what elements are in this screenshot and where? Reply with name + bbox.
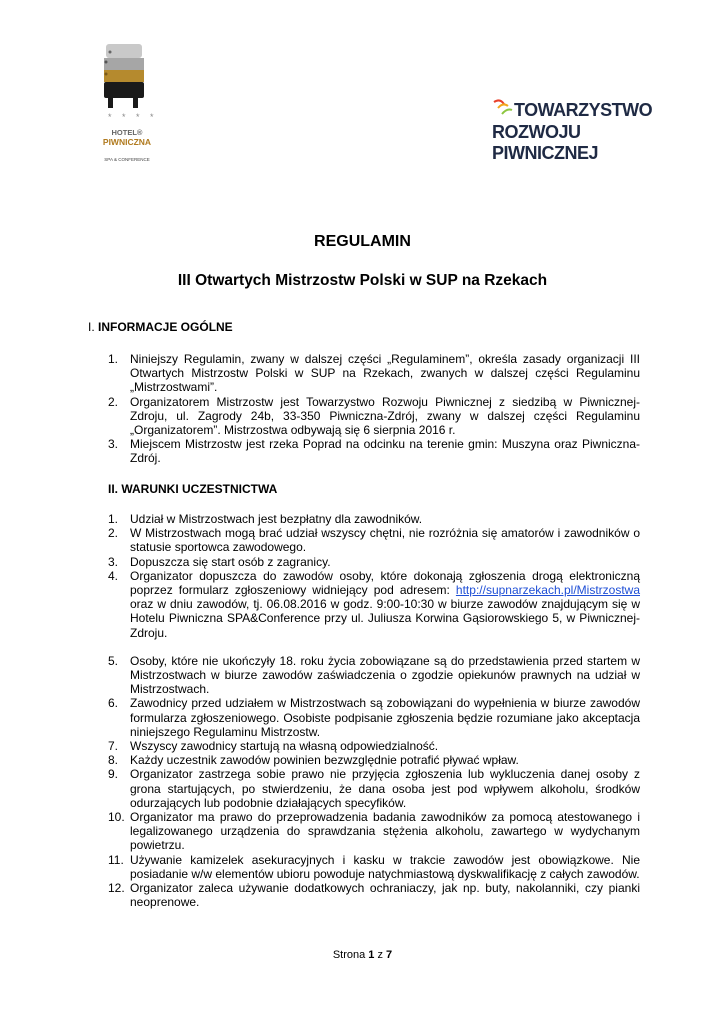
hotel-name-line2: PIWNICZNA xyxy=(102,137,152,147)
footer-total-pages: 7 xyxy=(386,949,393,961)
list-item: 3. Dopuszcza się start osób z zagranicy. xyxy=(108,554,331,569)
list-item-text: W Mistrzostwach mogą brać udział wszyscy chętni, nie rozróżnia się amatorów i zawodników o statusie sportowca zawodowego. xyxy=(130,526,640,555)
trp-emblem-icon xyxy=(492,96,514,118)
list-item: 7. Wszyscy zawodnicy startują na własną odpowiedzialność. xyxy=(108,739,439,754)
list-item: 2. W Mistrzostwach mogą brać udział wszyscy chętni, nie rozróżnia się amatorów i zawodników o statusie sportowca zawodowego. xyxy=(108,526,640,555)
list-item-text: Każdy uczestnik zawodów powinien bezwzględnie potrafić pływać wpław. xyxy=(130,753,519,768)
list-item-text: Udział w Mistrzostwach jest bezpłatny dla zawodników. xyxy=(130,512,423,526)
list-item: 12. Organizator zaleca używanie dodatkowych ochraniaczy, jak np. buty, nakolanniki, czy pianki neoprenowe. xyxy=(108,881,640,910)
list-spacer xyxy=(108,640,640,654)
list-item: 5. Osoby, które nie ukończyły 18. roku życia zobowiązane są do przedstawienia przed startem w Mistrzostwach w biurze zawodów zaświadczenia o zgodzie opiekunów prawnych na udział w Mistrzostwach. xyxy=(108,653,640,697)
section-2-title: II. WARUNKI UCZESTNICTWA xyxy=(108,482,278,496)
list-item-text: Organizator zaleca używanie dodatkowych ochraniaczy, jak np. buty, nakolanniki, czy pianki neoprenowe. xyxy=(130,881,640,910)
list-item-text: oraz w dniu zawodów, tj. 06.08.2016 w godz. 9:00-10:30 w biurze zawodów znajdującym się w Hotelu Piwniczna SPA&Conference przy ul. Juliusza Korwina Gąsiorowskiego 5, w Piwnicznej-Zdroju. xyxy=(130,597,640,640)
list-item-text: Organizatorem Mistrzostw jest Towarzystwo Rozwoju Piwnicznej z siedzibą w Piwnicznej-Zdroju, ul. Zagrody 24b, 33-350 Piwniczna-Zdrój, zwany w dalszej części Regulaminu „Organizatorem”. Mistrzostwa odbywają się 6 sierpnia 2016 r. xyxy=(130,394,640,438)
list-item-text: Organizator ma prawo do przeprowadzenia badania zawodników za pomocą atestowanego i legalizowanego urządzenia do sprawdzania stężenia alkoholu, zawartego w wydychanym powietrzu. xyxy=(130,810,640,853)
hotel-name-line1: HOTEL® xyxy=(111,128,143,137)
list-item: 6. Zawodnicy przed udziałem w Mistrzostwach są zobowiązani do wypełnienia w biurze zawodów formularza zgłoszeniowego. Osobiste podpisanie zgłoszenia będzie rozumiane jako akceptacja niniejszego Regulaminu Mistrzostw. xyxy=(108,696,640,739)
hotel-piwniczna-logo xyxy=(92,40,162,170)
footer-label: Strona xyxy=(332,949,366,961)
list-item: 9. Organizator zastrzega sobie prawo nie przyjęcia zgłoszenia lub wykluczenia danej osoby z grona startujących, po stwierdzeniu, że dana osoba jest pod wpływem alkoholu, środków odurzających lub podobnie działających specyfików. xyxy=(108,767,640,810)
list-item-text: Miejscem Mistrzostw jest rzeka Poprad na odcinku na terenie gmin: Muszyna oraz Piwniczna-Zdrój. xyxy=(130,437,640,466)
list-item-text: Dopuszcza się start osób z zagranicy. xyxy=(130,554,331,569)
list-item: 2. Organizatorem Mistrzostw jest Towarzystwo Rozwoju Piwnicznej z siedzibą w Piwnicznej-Zdroju, ul. Zagrody 24b, 33-350 Piwniczna-Zdrój, zwany w dalszej części Regulaminu „Organizatorem”. Mistrzostwa odbywają się 6 sierpnia 2016 r. xyxy=(108,394,640,438)
trp-logo-line2: ROZWOJU PIWNICZNEJ xyxy=(492,122,599,163)
footer-page-number: 1 xyxy=(368,949,375,961)
hotel-name-line3: SPA & CONFERENCE xyxy=(104,157,150,162)
document-title: REGULAMIN xyxy=(314,233,411,250)
trp-logo-line1: TOWARZYSTWO xyxy=(514,100,653,120)
list-item-text: Osoby, które nie ukończyły 18. roku życia zobowiązane są do przedstawienia przed startem w Mistrzostwach w biurze zawodów zaświadczenia o zgodzie opiekunów prawnych na udział w Mistrzostwach. xyxy=(130,653,640,697)
list-item: 4. Organizator dopuszcza do zawodów osoby, które dokonają zgłoszenia drogą elektroniczną poprzez formularz zgłoszeniowy widniejący pod adresem: http://supnarzekach.pl/Mistrzostwa oraz w dniu zawodów, tj. 06.08.2016 w godz. 9:00-10:30 w biurze zawodów znajdującym się w Hotelu Piwniczna SPA&Conference przy ul. Juliusza Korwina Gąsiorowskiego 5, w Piwnicznej-Zdroju. xyxy=(108,568,640,640)
list-item-text: Niniejszy Regulamin, zwany w dalszej części „Regulaminem”, określa zasady organizacji III Otwartych Mistrzostw Polski w SUP na Rzekach, zwanych w dalszej części Regulaminu „Mistrzostwami”. xyxy=(130,352,640,395)
list-item-text: Organizator zastrzega sobie prawo nie przyjęcia zgłoszenia lub wykluczenia danej osoby z grona startujących, po stwierdzeniu, że dana osoba jest pod wpływem alkoholu, środków odurzających lub podobnie działających specyfików. xyxy=(130,767,640,810)
list-item-text: Używanie kamizelek asekuracyjnych i kasku w trakcie zawodów jest obowiązkowe. Nie posiadanie w/w elementów ubioru powoduje natychmiastową dyskwalifikację z całych zawodów. xyxy=(130,852,640,881)
list-item: 3. Miejscem Mistrzostw jest rzeka Poprad na odcinku na terenie gmin: Muszyna oraz Piwniczna-Zdrój. xyxy=(108,437,640,466)
hotel-sheep-emblem xyxy=(92,40,162,112)
list-item-text: Zawodnicy przed udziałem w Mistrzostwach są zobowiązani do wypełnienia w biurze zawodów formularza zgłoszeniowego. Osobiste podpisanie zgłoszenia będzie rozumiane jako akceptacja niniejszego Regulaminu Mistrzostw. xyxy=(130,696,640,739)
list-item: 10. Organizator ma prawo do przeprowadzenia badania zawodników za pomocą atestowanego i legalizowanego urządzenia do sprawdzania stężenia alkoholu, zawartego w wydychanym powietrzu. xyxy=(108,810,640,853)
list-item: 8. Każdy uczestnik zawodów powinien bezwzględnie potrafić pływać wpław. xyxy=(108,753,519,768)
section-1-prefix: I. xyxy=(88,320,99,334)
list-item-text: Wszyscy zawodnicy startują na własną odpowiedzialność. xyxy=(130,739,439,754)
hotel-stars: * * * * xyxy=(108,112,158,122)
footer-of: z xyxy=(377,949,383,961)
section-1-heading xyxy=(88,320,233,334)
page-footer xyxy=(0,949,725,961)
section-1-list xyxy=(108,352,640,466)
section-2-heading xyxy=(108,482,277,496)
list-item-text: Organizator dopuszcza do zawodów osoby, które dokonają zgłoszenia drogą elektroniczną poprzez formularz zgłoszeniowy widniejący pod adresem: xyxy=(130,568,640,598)
trp-logo xyxy=(488,100,653,163)
section-2-list xyxy=(108,512,640,909)
list-item: 1. Niniejszy Regulamin, zwany w dalszej części „Regulaminem”, określa zasady organizacji III Otwartych Mistrzostw Polski w SUP na Rzekach, zwanych w dalszej części Regulaminu „Mistrzostwami”. xyxy=(108,352,640,395)
document-subtitle: III Otwartych Mistrzostw Polski w SUP na Rzekach xyxy=(177,272,548,289)
registration-link[interactable]: http://supnarzekach.pl/Mistrzostwa xyxy=(455,583,640,598)
list-item: 1. Udział w Mistrzostwach jest bezpłatny dla zawodników. xyxy=(108,512,423,526)
list-item: 11. Używanie kamizelek asekuracyjnych i kasku w trakcie zawodów jest obowiązkowe. Nie posiadanie w/w elementów ubioru powoduje natychmiastową dyskwalifikację z całych zawodów. xyxy=(108,852,640,881)
section-1-title: INFORMACJE OGÓLNE xyxy=(98,320,233,334)
